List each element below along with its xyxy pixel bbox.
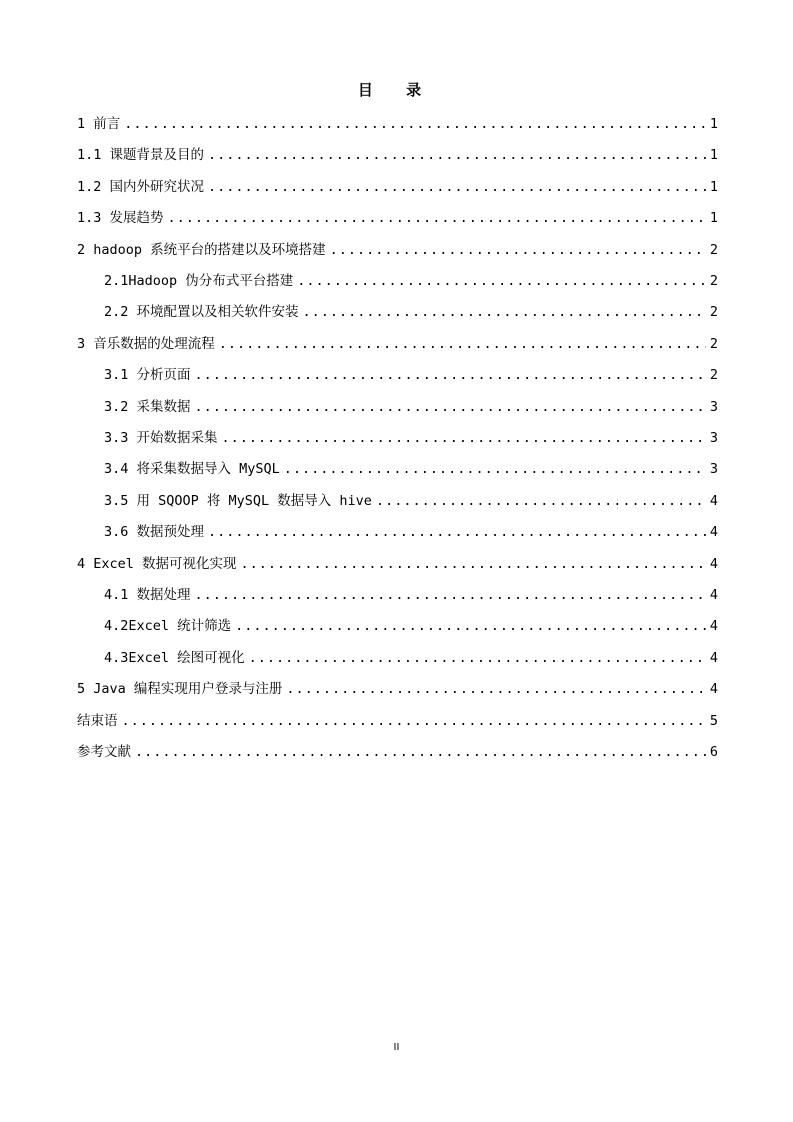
toc-entry-page: 3 [709,398,718,415]
toc-entry-label: 4.1 数据处理 [104,587,191,603]
toc-title: 目 录 [357,81,436,99]
toc-entry-label: 2.2 环境配置以及相关软件安装 [104,304,299,321]
toc-entry-page: 1 [709,178,718,195]
toc-leader-dots [135,742,706,762]
toc-entry-page: 4 [709,555,718,572]
toc-entry[interactable] [104,616,718,636]
toc-entry-label: 结束语 [77,712,118,729]
toc-entry-page: 3 [709,430,718,446]
toc-entry-label: 3.2 采集数据 [104,398,191,415]
toc-entry[interactable] [77,554,718,574]
toc-leader-dots [249,648,706,668]
toc-entry[interactable] [104,397,718,417]
toc-entry[interactable] [77,177,718,197]
page-number-footer: II [393,1042,400,1053]
toc-leader-dots [195,585,706,605]
toc-entry-page: 3 [709,461,718,478]
toc-entry-label: 3.3 开始数据采集 [104,430,218,446]
toc-entry[interactable] [77,240,718,260]
toc-entry-label: 1 前言 [77,116,121,132]
toc-entry-label: 2 hadoop 系统平台的搭建以及环境搭建 [77,241,326,258]
toc-leader-dots [168,208,706,228]
toc-entry[interactable] [104,428,718,448]
toc-entry[interactable] [104,459,718,479]
toc-leader-dots [122,711,706,731]
toc-entry-label: 3.1 分析页面 [104,367,191,384]
toc-leader-dots [376,491,706,511]
toc-entry-label: 3 音乐数据的处理流程 [77,335,215,352]
toc-entry-page: 2 [709,241,718,258]
toc-leader-dots [284,459,706,479]
toc-leader-dots [208,145,706,165]
toc-entry-page: 2 [709,304,718,321]
toc-entry[interactable] [77,334,718,354]
toc-leader-dots [124,114,706,134]
toc-leader-dots [208,177,706,197]
toc-entry-page: 4 [709,587,718,603]
toc-entry-label: 1.3 发展趋势 [77,210,164,227]
toc-entry-page: 4 [709,649,718,666]
toc-entry-label: 2.1Hadoop 伪分布式平台搭建 [104,273,294,289]
toc-entry-page: 6 [709,744,718,760]
toc-entry[interactable] [77,711,718,731]
toc-leader-dots [195,397,706,417]
toc-entry-page: 4 [709,524,718,541]
toc-entry-page: 2 [709,367,718,384]
toc-entry[interactable] [104,302,718,322]
toc-entry-label: 4.3Excel 绘图可视化 [104,649,245,666]
toc-entry-page: 5 [709,712,718,729]
toc-entry-label: 1.1 课题背景及目的 [77,147,205,164]
toc-entry[interactable] [104,491,718,511]
toc-entry-page: 2 [709,273,718,289]
toc-entry-page: 4 [709,681,718,698]
toc-entry-label: 3.4 将采集数据导入 MySQL [104,461,280,478]
toc-entry[interactable] [77,145,718,165]
toc-entry-page: 1 [709,147,718,164]
toc-entry-label: 3.6 数据预处理 [104,524,205,541]
toc-entry[interactable] [104,522,718,542]
toc-entry-label: 4.2Excel 统计筛选 [104,618,232,635]
toc-leader-dots [286,679,705,699]
toc-leader-dots [222,428,706,448]
toc-entry-label: 参考文献 [77,744,131,760]
toc-entry[interactable] [77,114,718,134]
toc-entry-page: 2 [709,335,718,352]
toc-entry[interactable] [77,208,718,228]
toc-entry-page: 1 [709,116,718,132]
toc-entry[interactable] [104,585,718,605]
toc-leader-dots [297,271,706,291]
toc-entry[interactable] [77,742,718,762]
toc-leader-dots [241,554,706,574]
toc-leader-dots [235,616,706,636]
toc-leader-dots [195,365,706,385]
toc-entry-label: 4 Excel 数据可视化实现 [77,555,237,572]
toc-entry-label: 3.5 用 SQOOP 将 MySQL 数据导入 hive [104,492,372,509]
toc-entry-page: 1 [709,210,718,227]
toc-entry-page: 4 [709,492,718,509]
toc-leader-dots [208,522,706,542]
toc-entry-label: 1.2 国内外研究状况 [77,178,205,195]
toc-leader-dots [303,302,706,322]
toc-entry[interactable] [77,679,718,699]
toc-entry-page: 4 [709,618,718,635]
toc-entry[interactable] [104,648,718,668]
toc-entry[interactable] [104,271,718,291]
toc-leader-dots [219,334,706,354]
toc-entry-label: 5 Java 编程实现用户登录与注册 [77,681,283,698]
toc-leader-dots [330,240,706,260]
toc-entry[interactable] [104,365,718,385]
